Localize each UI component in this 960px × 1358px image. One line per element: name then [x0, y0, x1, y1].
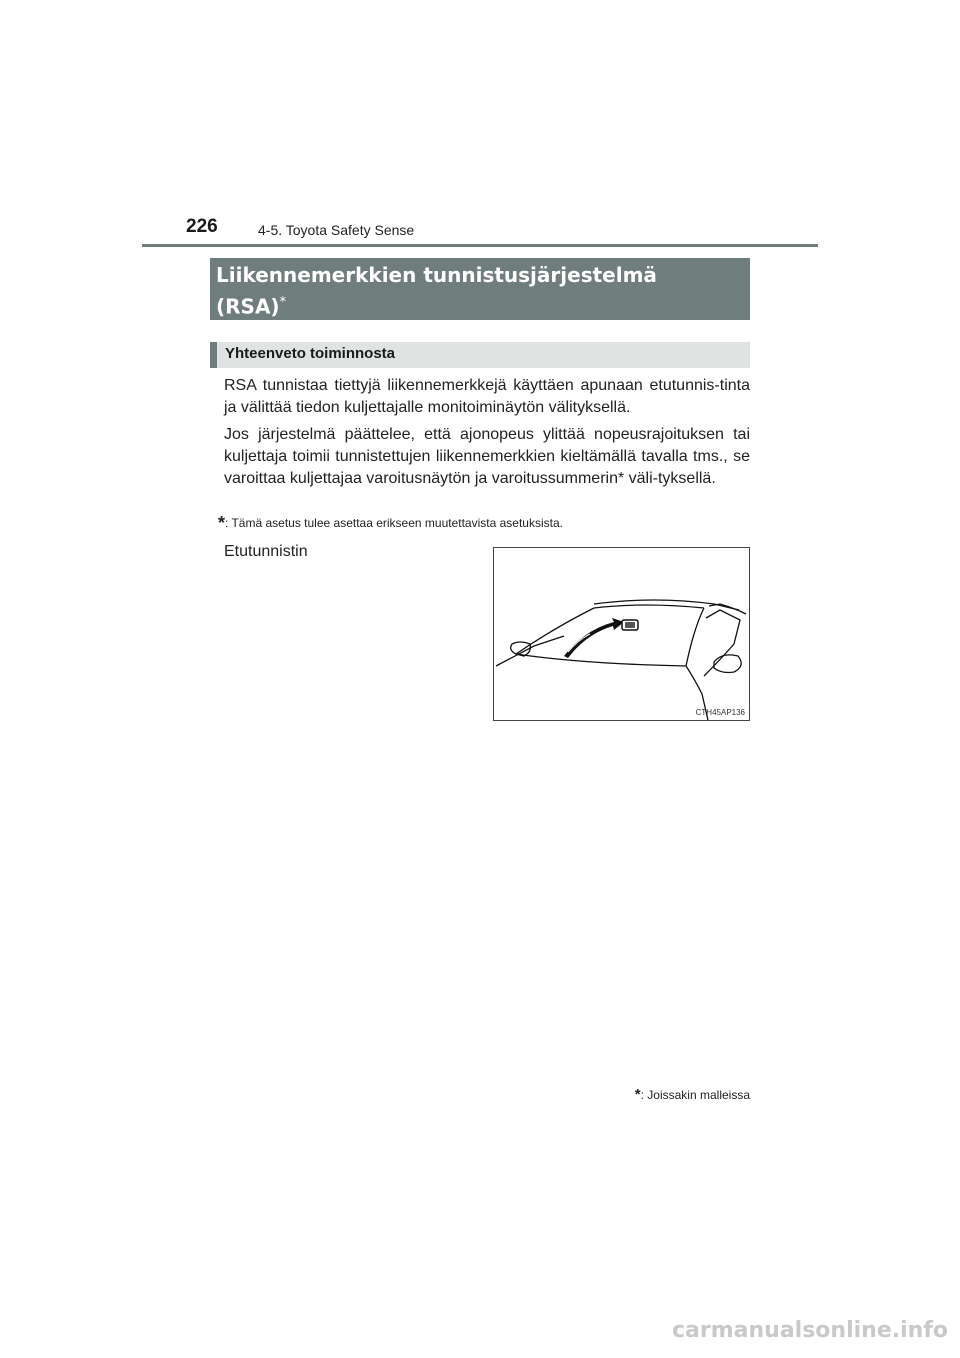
footnote	[218, 513, 563, 534]
figure-windshield-illustration	[493, 547, 750, 721]
title-line-1: Liikennemerkkien tunnistusjärjestelmä	[216, 263, 657, 287]
bottom-note-mark: *	[634, 1086, 641, 1103]
section-title	[210, 258, 750, 320]
breadcrumb: 4-5. Toyota Safety Sense	[258, 222, 415, 238]
title-rsa: (RSA)	[216, 294, 280, 319]
figure-label: Etutunnistin	[224, 543, 308, 560]
bottom-note	[635, 1086, 750, 1103]
arrow-icon	[564, 618, 624, 658]
windshield-bottom-edge	[516, 654, 686, 666]
paragraph-1: RSA tunnistaa tiettyjä liikennemerkkejä käyttäen apunaan etutunnis-tinta ja välittää tiedon kuljettajalle monitoiminäytön välityksellä.	[224, 377, 750, 416]
right-mirror	[714, 655, 741, 673]
figure-code: CTH45AP136	[695, 708, 745, 717]
paragraph-2: Jos järjestelmä päättelee, että ajonopeus ylittää nopeusrajoituksen tai kuljettaja toimii tunnistettujen liikennemerkkien kieltämällä tavalla tms., se varoittaa kuljettajaa varoitusnäytön ja varoitussummerin* väli-tyksellä.	[224, 426, 750, 487]
title-line-2	[216, 289, 750, 321]
side-window	[704, 610, 740, 676]
footnote-text: : Tämä asetus tulee asettaa erikseen muutettavista asetuksista.	[225, 516, 563, 530]
title-mark: *	[279, 295, 287, 310]
watermark: carmanualsonline.info	[672, 1318, 948, 1343]
subheading: Yhteenveto toiminnosta	[210, 342, 750, 368]
a-pillar	[686, 608, 704, 666]
windshield-left-edge	[516, 608, 594, 654]
page-number: 226	[186, 216, 218, 237]
footnote-mark: *	[218, 513, 226, 533]
roof-front-edge	[594, 605, 704, 608]
header-rule	[142, 244, 818, 247]
bottom-note-text: : Joissakin malleissa	[640, 1088, 750, 1102]
windshield-illustration	[494, 548, 749, 720]
front-sensor-icon	[622, 620, 638, 630]
